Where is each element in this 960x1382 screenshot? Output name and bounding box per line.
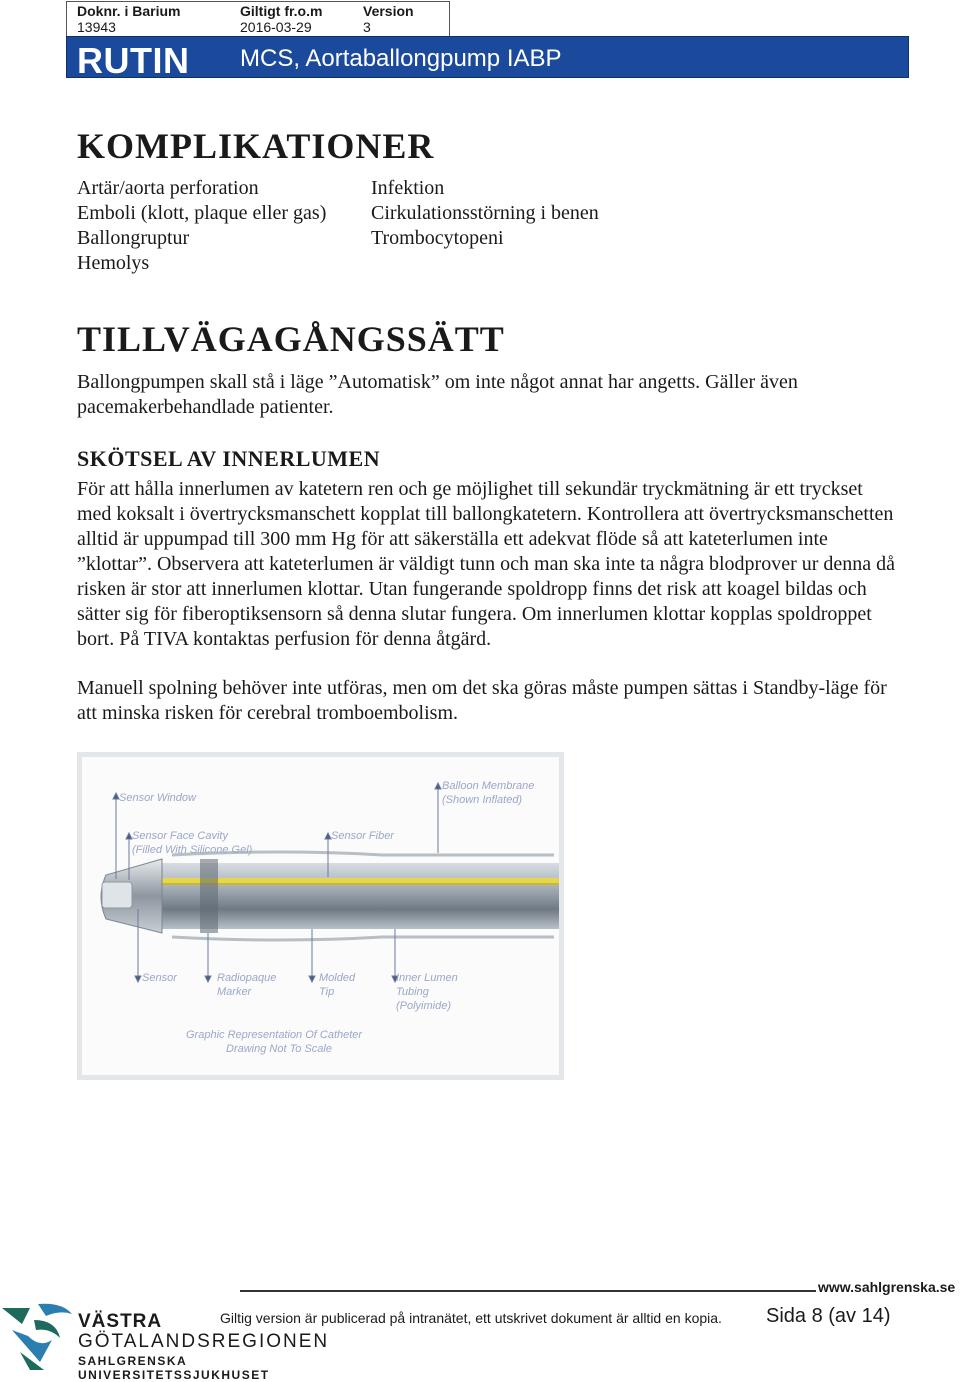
sensor-fiber-line [122,878,559,883]
complication-item: Hemolys [77,252,150,274]
version-label: Version [363,3,414,19]
label-radiopaque: Radiopaque [217,972,277,984]
document-meta-box [66,1,450,36]
balloon-membrane-outline [172,937,554,940]
label-inner-lumen: Inner Lumen [396,972,458,984]
complication-item: Ballongruptur [77,227,190,249]
version-field [363,3,414,35]
label-sensor-window: Sensor Window [119,792,196,804]
procedure-intro: Ballongpumpen skall stå i läge ”Automatisk” om inte något annat har angetts. Gäller även pacemakerbehandlade patienter. [77,371,798,418]
label-sensor-face-cavity: Sensor Face Cavity [132,830,228,842]
label-balloon-membrane-note: (Shown Inflated) [442,794,523,806]
figure-caption-note: Drawing Not To Scale [226,1043,332,1055]
sensor-fiber-line [122,883,559,885]
label-inner-lumen-material: (Polyimide) [396,1000,452,1012]
catheter-tube [162,863,559,929]
complication-item: Emboli (klott, plaque eller gas) [77,202,327,224]
label-molded: Molded [319,972,356,984]
footer-validity-note: Giltig version är publicerad på intranätet, ett utskrivet dokument är alltid en kopia. [220,1310,722,1326]
complication-item: Cirkulationsstörning i benen [371,202,599,224]
version-value: 3 [363,19,371,35]
catheter-diagram-canvas [82,757,559,1075]
label-balloon-membrane: Balloon Membrane [442,780,535,792]
complications-list-left [77,176,326,276]
label-molded-tip: Tip [319,986,335,998]
header-band [66,36,909,81]
document-title: MCS, Aortaballongpump IABP [240,45,562,72]
vgr-logo [0,1300,360,1382]
doc-number-value: 13943 [77,19,116,35]
complications-list-right [371,176,599,251]
label-sensor: Sensor [142,972,177,984]
footer-divider [240,1290,816,1292]
complications-heading: KOMPLIKATIONER [77,126,435,166]
label-sensor-face-cavity-note: (Filled With Silicone Gel) [132,844,253,856]
complication-item: Trombocytopeni [371,227,504,249]
label-inner-lumen-tubing: Tubing [396,986,429,998]
footer-website-link[interactable]: www.sahlgrenska.se [818,1279,956,1295]
logo-text-line3: SAHLGRENSKA UNIVERSITETSSJUKHUSET [78,1354,270,1382]
inner-lumen-paragraph: För att hålla innerlumen av katetern ren och ge möjlighet till sekundär tryckmätning är ett tryckset med koksalt i övertrycksmanschett kopplat till ballongkatetern. Kontrollera att övertrycksmanschetten alltid är uppumpad till 300 mm Hg för att säkerställa ett adekvat flöde så att kateterlumen inte ”klottar”. Observera att kateterlumen är väldigt tunn och man ska inte ta några blodprover ur denna då risken är stor att innerlumen klottar. Utan fungerande spoldropp finns det risk att koagel bildas och sätter sig för fiberoptiksensorn så denna slutar fungera. Om innerlumen klottar kopplas spoldroppet bort. På TIVA kontaktas perfusion för denna åtgärd. [77,478,896,650]
page-number: Sida 8 (av 14) [766,1305,891,1327]
valid-from-value: 2016-03-29 [240,19,312,35]
radiopaque-marker [200,859,218,933]
valid-from-label: Giltigt fr.o.m [240,3,323,19]
catheter-diagram [77,752,564,1080]
doc-number-field [77,3,180,35]
inner-lumen-paragraph: Manuell spolning behöver inte utföras, men om det ska göras måste pumpen sättas i Standby-läge för att minska risken för cerebral tromboembolism. [77,677,887,724]
sensor-window [102,882,132,908]
complication-item: Infektion [371,177,445,199]
figure-caption: Graphic Representation Of Catheter [186,1029,363,1041]
complication-item: Artär/aorta perforation [77,177,259,199]
doc-number-label: Doknr. i Barium [77,3,181,19]
logo-text-line1: VÄSTRA [78,1311,163,1332]
logo-text-line2: GÖTALANDSREGIONEN [78,1331,330,1352]
procedure-heading: TILLVÄGAGÅNGSSÄTT [77,319,505,359]
label-sensor-fiber: Sensor Fiber [331,830,394,842]
vgr-logo-mark-icon [0,1300,76,1370]
inner-lumen-heading: SKÖTSEL AV INNERLUMEN [77,446,381,471]
label-radiopaque-marker: Marker [217,986,252,998]
valid-from-field [240,3,322,35]
document-type: RUTIN [77,40,190,81]
